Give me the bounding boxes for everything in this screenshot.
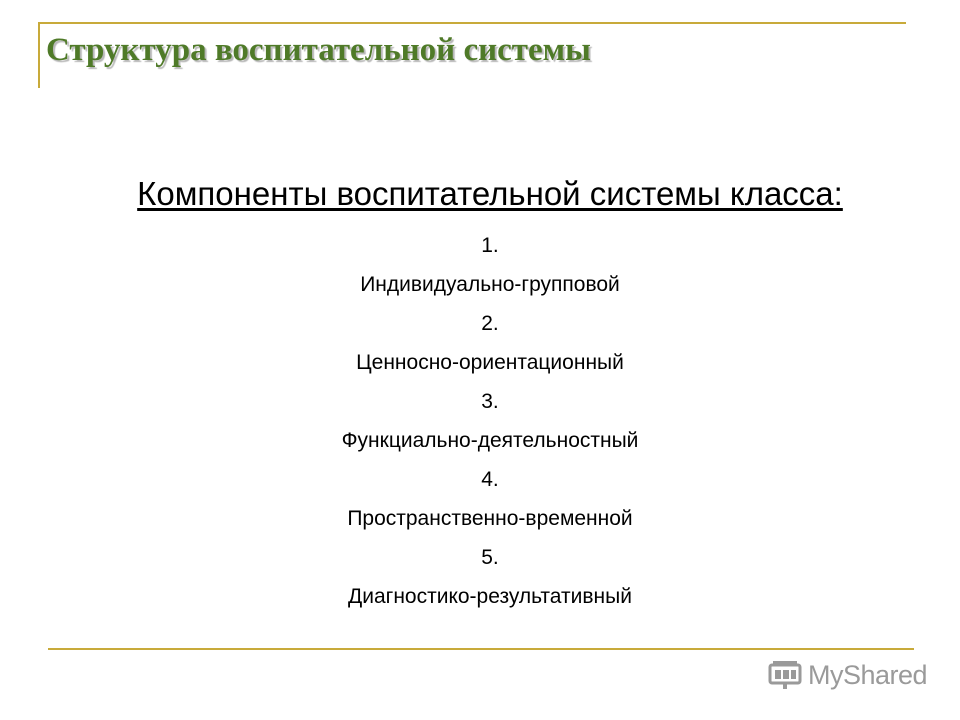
list-item-label: Диагностико-результативный: [348, 585, 632, 608]
list-item: [0, 460, 960, 538]
list-item: [0, 226, 960, 304]
list-item: [0, 382, 960, 460]
watermark-logo: [768, 658, 927, 692]
list-item-number: 5.: [481, 546, 499, 569]
slide-subtitle: Компоненты воспитательной системы класса:: [137, 175, 843, 212]
list-item-number: 4.: [481, 468, 499, 491]
bottom-decorative-rule: [48, 648, 914, 650]
list-item-number: 1.: [481, 234, 499, 257]
list-item-label: Функциально-деятельностный: [341, 429, 639, 452]
slide-title: Структура воспитательной системы: [46, 32, 591, 68]
list-item-label: Индивидуально-групповой: [360, 273, 620, 296]
slide-content: [0, 172, 960, 616]
top-decorative-rule: [38, 22, 906, 24]
list-item-number: 3.: [481, 390, 499, 413]
list-item-number: 2.: [481, 312, 499, 335]
watermark-text: MyShared: [808, 659, 928, 690]
components-list: [0, 226, 960, 616]
presentation-board-icon: [768, 659, 802, 691]
list-item: [0, 304, 960, 382]
left-decorative-rule: [38, 22, 40, 88]
list-item-label: Ценносно-ориентационный: [356, 351, 624, 374]
list-item: [0, 538, 960, 616]
list-item-label: Пространственно-временной: [347, 507, 633, 530]
